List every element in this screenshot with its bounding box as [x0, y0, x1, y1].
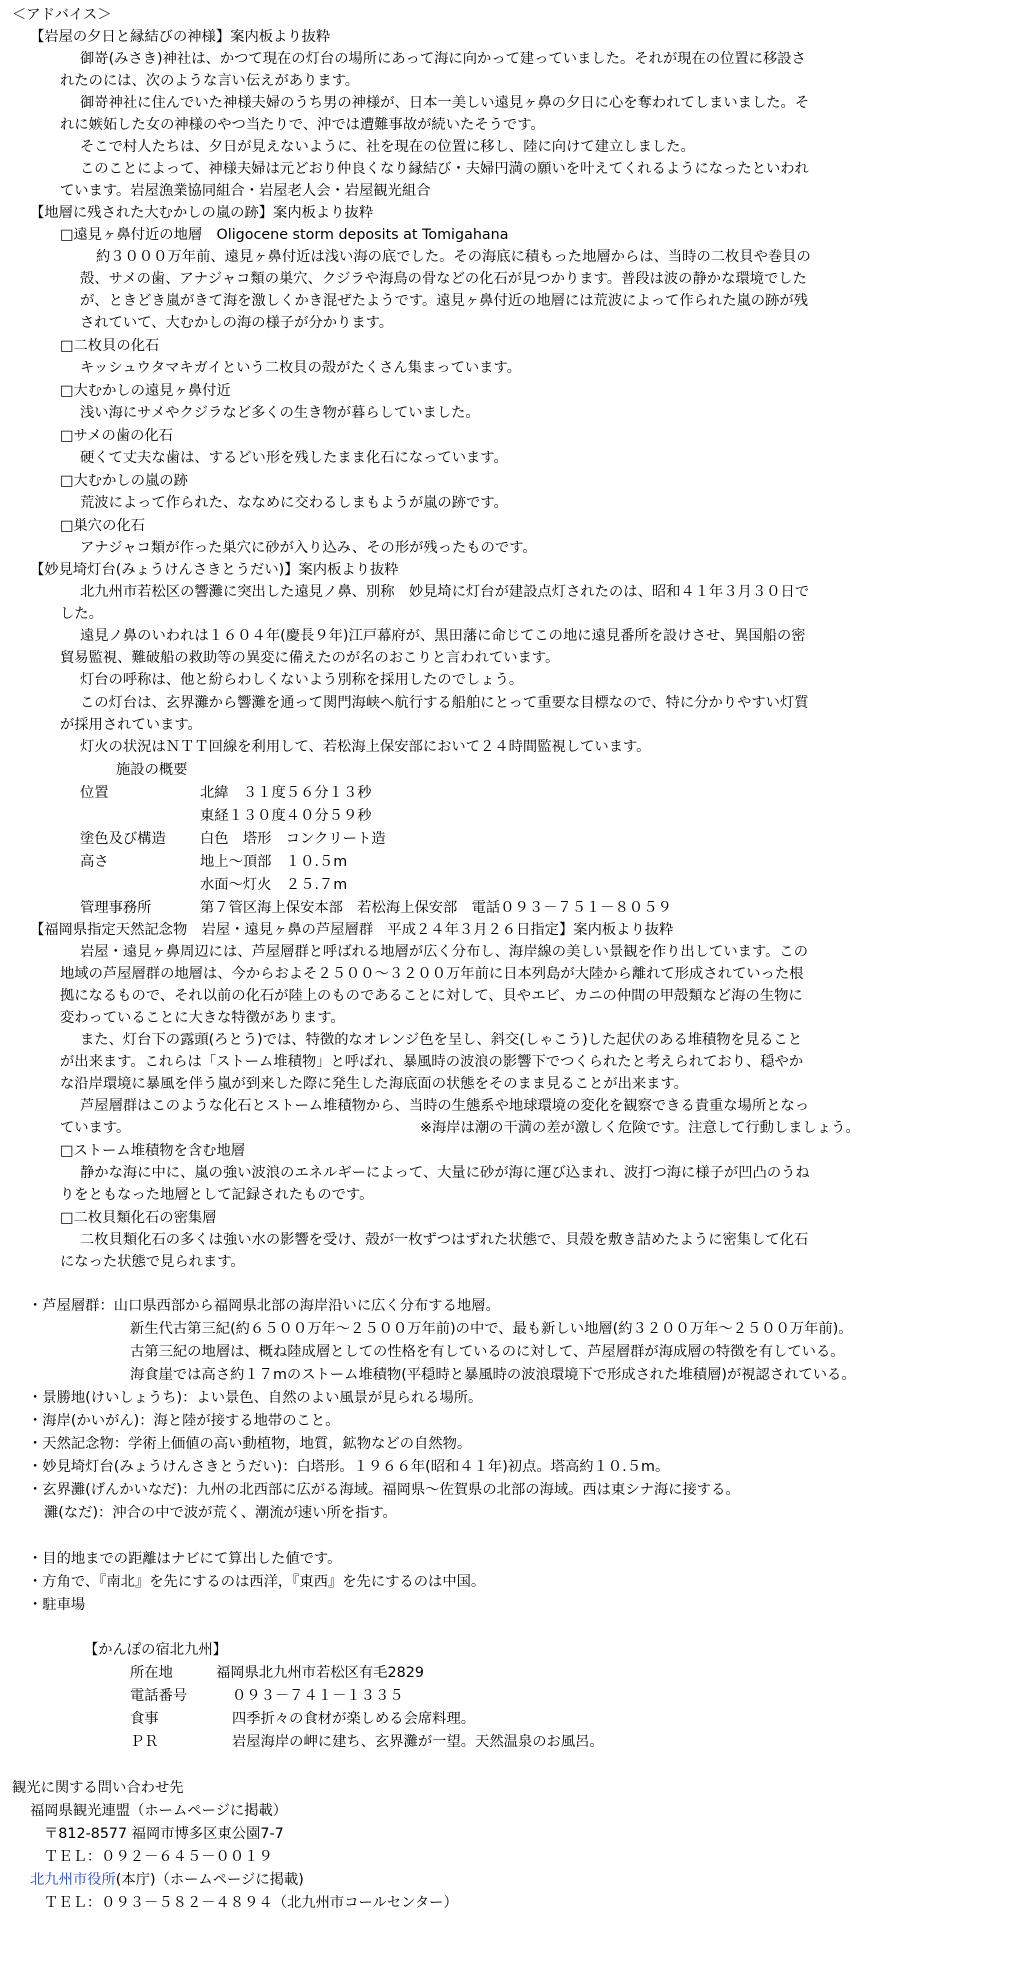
section-heading-ashiya: 【福岡県指定天然記念物 岩屋・遠見ヶ鼻の芦屋層群 平成２４年３月２６日指定】案内板より抜粋 — [30, 922, 674, 938]
glossary-detail: 海食崖では高さ約１７mのストーム堆積物(平穏時と暴風時の波浪環境下で形成された堆積層)が視認されている。 — [130, 1367, 856, 1383]
org1-name: 福岡県観光連盟 — [30, 1803, 131, 1819]
paragraph-line: ています。 — [60, 1120, 131, 1136]
paragraph-line: 硬くて丈夫な歯は、するどい形を残したまま化石になっています。 — [80, 450, 508, 466]
org1-address: 〒812-8577 福岡市博多区東公園7-7 — [44, 1826, 284, 1842]
glossary-term: ・玄界灘(げんかいなだ)：九州の北西部に広がる海域。福岡県～佐賀県の北部の海域。西は東シナ海に接する。 — [28, 1482, 740, 1498]
paragraph-line: れたのには、次のような言い伝えがあります。 — [60, 73, 360, 89]
lodging-label: 所在地 — [130, 1665, 173, 1681]
item-title: □サメの歯の化石 — [60, 428, 174, 444]
org1-note: （ホームページに掲載） — [130, 1803, 288, 1819]
paragraph-line: した。 — [60, 606, 103, 622]
paragraph-line: れに嫉妬した女の神様のやつ当たりで、沖では遭難事故が続いたそうです。 — [60, 117, 545, 133]
lodging-value: 四季折々の食材が楽しめる会席料理。 — [232, 1711, 476, 1727]
facility-label: 位置 — [80, 785, 109, 801]
paragraph-line: 遠見ノ鼻のいわれは１６０４年(慶長９年)江戸幕府が、黒田藩に命じてこの地に遠見番所を設けさせ、異国船の密 — [80, 628, 806, 644]
paragraph-line: 拠になるもので、それ以前の化石が陸上のものであることに対して、貝やエビ、カニの仲間の甲殻類など海の生物に — [60, 988, 803, 1004]
item-title: □大むかしの遠見ヶ鼻付近 — [60, 383, 231, 399]
lodging-value: 福岡県北九州市若松区有毛2829 — [216, 1665, 424, 1681]
paragraph-line: ています。岩屋漁業協同組合・岩屋老人会・岩屋観光組合 — [60, 183, 431, 199]
glossary-term: ・海岸(かいがん)：海と陸が接する地帯のこと。 — [28, 1413, 340, 1429]
advice-title: ＜アドバイス＞ — [12, 7, 112, 23]
org1-tel: ＴＥＬ：０９２－６４５－００１９ — [44, 1849, 273, 1865]
org2-note: (本庁)（ホームページに掲載) — [115, 1872, 304, 1888]
glossary-detail: 古第三紀の地層は、概ね陸成層としての性格を有しているのに対して、芦屋層群が海成層の特徴を有している。 — [130, 1344, 845, 1360]
lodging-label: 電話番号 — [130, 1688, 188, 1704]
facility-label: 高さ — [80, 854, 109, 870]
lodging-label: ＰＲ — [130, 1734, 159, 1750]
facility-value: 東経１３０度４０分５９秒 — [200, 808, 372, 824]
paragraph-line: 浅い海にサメやクジラなど多くの生き物が暮らしていました。 — [80, 405, 480, 421]
section-heading-todai: 【妙見埼灯台(みょうけんさきとうだい)】案内板より抜粋 — [30, 562, 399, 578]
paragraph-line: そこで村人たちは、夕日が見えないように、社を現在の位置に移し、陸に向けて建立しました。 — [80, 139, 695, 155]
lodging-value: ０９３－７４１－１３３５ — [232, 1688, 404, 1704]
paragraph-line: 灯台の呼称は、他と紛らわしくないよう別称を採用したのでしょう。 — [80, 672, 524, 688]
paragraph-line: 殻、サメの歯、アナジャコ類の巣穴、クジラや海鳥の骨などの化石が見つかります。普段は波の静かな環境でした — [80, 271, 807, 287]
contact-org1 — [30, 1800, 287, 1822]
paragraph-line: 静かな海に中に、嵐の強い波浪のエネルギーによって、大量に砂が海に運び込まれ、波打つ海に様子が凹凸のうね — [80, 1165, 810, 1181]
caution-note: ※海岸は潮の干満の差が激しく危険です。注意して行動しましょう。 — [420, 1120, 860, 1136]
contact-org2 — [30, 1869, 304, 1891]
facility-value: 第７管区海上保安本部 若松海上保安部 電話０９３－７５１－８０５９ — [200, 900, 672, 916]
item-title: □遠見ヶ鼻付近の地層 Oligocene storm deposits at Tomigahana — [60, 227, 509, 243]
paragraph-line: 地域の芦屋層群の地層は、今からおよそ２５００～３２００万年前に日本列島が大陸から離れて形成されていった根 — [60, 966, 804, 982]
paragraph-line: 御嵜神社に住んでいた神様夫婦のうち男の神様が、日本一美しい遠見ヶ鼻の夕日に心を奪われてしまいました。そ — [80, 95, 810, 111]
paragraph-line: 灯火の状況はＮＴＴ回線を利用して、若松海上保安部において２４時間監視しています。 — [80, 739, 651, 755]
glossary-term: ・景勝地(けいしょうち)：よい景色、自然のよい風景が見られる場所。 — [28, 1390, 483, 1406]
facility-value: 北緯 ３１度５６分１３秒 — [200, 785, 372, 801]
glossary-term: ・天然記念物：学術上価値の高い動植物，地質，鉱物などの自然物。 — [28, 1436, 472, 1452]
paragraph-line: 変わっていることに大きな特徴があります。 — [60, 1010, 345, 1026]
paragraph-line: 岩屋・遠見ヶ鼻周辺には、芦屋層群と呼ばれる地層が広く分布し、海岸線の美しい景観を作り出しています。この — [80, 944, 808, 960]
facility-value: 地上～頂部 １０.５m — [200, 854, 348, 870]
paragraph-line: 芦屋層群はこのような化石とストーム堆積物から、当時の生態系や地球環境の変化を観察できる貴重な場所となっ — [80, 1098, 810, 1114]
paragraph-line: この灯台は、玄界灘から響灘を通って関門海峡へ航行する船舶にとって重要な目標なので、特に分かりやすい灯質 — [80, 695, 809, 711]
item-title: □二枚貝類化石の密集層 — [60, 1210, 217, 1226]
contact-heading: 観光に関する問い合わせ先 — [12, 1780, 184, 1796]
item-title: □巣穴の化石 — [60, 518, 145, 534]
paragraph-line: キッシュウタマキガイという二枚貝の殻がたくさん集まっています。 — [80, 360, 521, 376]
facility-value: 水面～灯火 ２５.７m — [200, 877, 348, 893]
paragraph-line: 北九州市若松区の響灘に突出した遠見ノ鼻、別称 妙見埼に灯台が建設点灯されたのは、昭和４１年３月３０日で — [80, 584, 810, 600]
paragraph-line: されていて、大むかしの海の様子が分かります。 — [80, 315, 394, 331]
paragraph-line: が採用されています。 — [60, 717, 202, 733]
note-line: ・目的地までの距離はナビにて算出した値です。 — [28, 1551, 342, 1567]
note-line: ・方角で、『南北』を先にするのは西洋，『東西』を先にするのは中国。 — [28, 1574, 486, 1590]
section-heading-yuhi: 【岩屋の夕日と縁結びの神様】案内板より抜粋 — [30, 29, 331, 45]
facility-label: 管理事務所 — [80, 900, 152, 916]
paragraph-line: な沿岸環境に暴風を伴う嵐が到来した際に発生した海底面の状態をそのまま見ることが出来ます。 — [60, 1076, 688, 1092]
item-title: □二枚貝の化石 — [60, 338, 160, 354]
paragraph-line: りをともなった地層として記録されたものです。 — [60, 1187, 374, 1203]
facility-label: 塗色及び構造 — [80, 831, 166, 847]
item-title: □大むかしの嵐の跡 — [60, 473, 188, 489]
paragraph-line: 二枚貝類化石の多くは強い水の影響を受け、殻が一枚ずつはずれた状態で、貝殻を敷き詰めたように密集して化石 — [80, 1232, 809, 1248]
glossary-term-ashiya: ・芦屋層群：山口県西部から福岡県北部の海岸沿いに広く分布する地層。 — [28, 1298, 500, 1314]
item-title: □ストーム堆積物を含む地層 — [60, 1143, 246, 1159]
org2-name-link[interactable]: 北九州市役所 — [30, 1872, 116, 1888]
paragraph-line: が出来ます。これらは「ストーム堆積物」と呼ばれ、暴風時の波浪の影響下でつくられたと考えられており、穏やか — [60, 1054, 804, 1070]
paragraph-line: 荒波によって作られた、ななめに交わるしまもようが嵐の跡です。 — [80, 495, 508, 511]
glossary-term: 灘(なだ)：沖合の中で波が荒く、潮流が速い所を指す。 — [44, 1505, 397, 1521]
section-heading-chiso: 【地層に残された大むかしの嵐の跡】案内板より抜粋 — [30, 205, 374, 221]
glossary-term: ・妙見埼灯台(みょうけんさきとうだい)：白塔形。１９６６年(昭和４１年)初点。塔高約１０.５m。 — [28, 1459, 670, 1475]
facility-value: 白色 塔形 コンクリート造 — [200, 831, 386, 847]
lodging-heading: 【かんぽの宿北九州】 — [84, 1642, 227, 1658]
glossary-detail: 新生代古第三紀(約６５００万年～２５００万年前)の中で、最も新しい地層(約３２００万年～２５００万年前)。 — [130, 1321, 853, 1337]
paragraph-line: になった状態で見られます。 — [60, 1254, 245, 1270]
paragraph-line: が、ときどき嵐がきて海を激しくかき混ぜたようです。遠見ヶ鼻付近の地層には荒波によって作られた嵐の跡が残 — [80, 293, 808, 309]
paragraph-line: アナジャコ類が作った巣穴に砂が入り込み、その形が残ったものです。 — [80, 540, 537, 556]
note-line: ・駐車場 — [28, 1597, 86, 1613]
lodging-label: 食事 — [130, 1711, 159, 1727]
paragraph-line: このことによって、神様夫婦は元どおり仲良くなり縁結び・夫婦円満の願いを叶えてくれるようになったといわれ — [80, 161, 809, 177]
paragraph-line: また、灯台下の露頭(ろとう)では、特徴的なオレンジ色を呈し、斜交(しゃこう)した起伏のある堆積物を見ること — [80, 1032, 803, 1048]
paragraph-line: 貿易監視、難破船の救助等の異変に備えたのが名のおこりと言われています。 — [60, 650, 560, 666]
org2-tel: ＴＥＬ：０９３－５８２－４８９４（北九州市コールセンター） — [44, 1895, 458, 1911]
lodging-value: 岩屋海岸の岬に建ち、玄界灘が一望。天然温泉のお風呂。 — [232, 1734, 604, 1750]
paragraph-line: 約３０００万年前、遠見ヶ鼻付近は浅い海の底でした。その海底に積もった地層からは、当時の二枚貝や巻貝の — [96, 249, 811, 265]
paragraph-line: 御嵜(みさき)神社は、かつて現在の灯台の場所にあって海に向かって建っていました。それが現在の位置に移設さ — [80, 51, 806, 67]
facility-title: 施設の概要 — [116, 762, 188, 778]
